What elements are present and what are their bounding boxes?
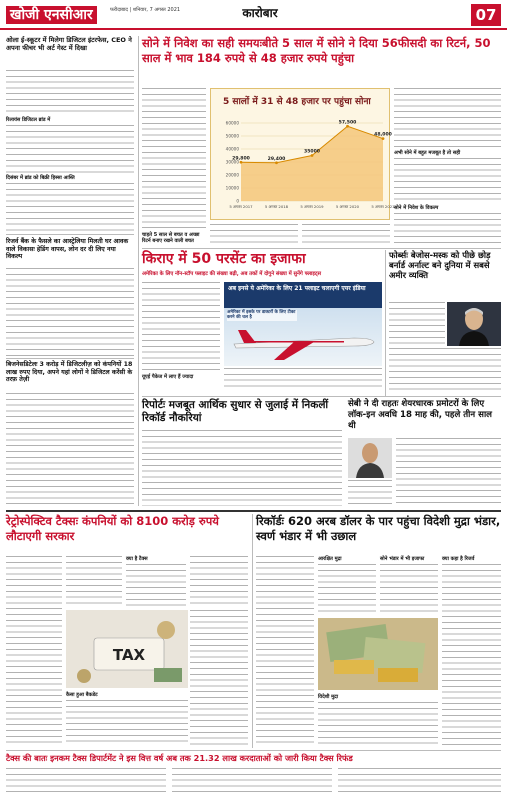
y-tick-label: 20000 — [225, 172, 239, 178]
x-tick-label: 5 अगस्त 2017 — [229, 204, 253, 209]
data-label: 35000 — [304, 149, 320, 155]
forex-story-text-col4 — [442, 564, 501, 746]
svg-text:TAX: TAX — [112, 646, 146, 664]
rbi-story-text — [6, 268, 134, 356]
refund-text-2 — [172, 768, 332, 792]
gold-story-text-below2 — [302, 224, 390, 245]
gold-subhead-3: चाहते 5 साल से बचत व अच्छा रिटर्न बनाए रखने वाली बचत — [142, 232, 200, 244]
y-tick-label: 60000 — [225, 120, 239, 126]
sebi-story-headline: सेबी ने दी राहतः शेयरधारक प्रमोटरों के लिए लॉक-इन अवधि 18 माह की, पहले तीन साल थी — [348, 399, 493, 431]
rent-story-text-col2 — [224, 368, 382, 390]
tax-story-headline: रेट्रोस्पेक्टिव टैक्सः कंपनियों को 8100 करोड़ रुपये लौटाएगी सरकार — [6, 514, 219, 543]
arnault-photo — [447, 302, 501, 346]
airindia-box — [224, 282, 382, 308]
gold-story-text-col1 — [142, 88, 206, 230]
tax-story-text-col1 — [6, 556, 62, 746]
gold-price-chart — [210, 88, 395, 220]
left-story-text-2 — [6, 125, 134, 173]
y-tick-label: 50000 — [225, 133, 239, 139]
tax-story-text-col2 — [66, 556, 122, 608]
gold-story-headline: सोने में निवेश का सही समयःबीते 5 साल में सोने ने दिया 56फीसदी का रिटर्न, 50 साल में भाव 184 रुपये से 48 हजार रुपये पहुंचा — [142, 36, 491, 65]
refund-text-1 — [6, 768, 166, 792]
airplane-photo-caption: अमेरिका में इसके पर डाक्टरों के लिए टीका करने की चल है — [227, 310, 296, 321]
left-story-subhead-2: दिसंबर में ब्रांड को बिक्री हिस्सा आस्ति — [6, 175, 75, 181]
tax-story-text-col3 — [126, 564, 186, 608]
area-series — [241, 126, 383, 201]
refund-text-3 — [338, 768, 501, 792]
sebi-story-text — [396, 438, 501, 506]
forex-story-headline: रिकॉर्डः 620 अरब डॉलर के पार पहुंचा विदेशी मुद्रा भंडार, स्वर्ण भंडार में भी उछाल — [256, 514, 501, 543]
forbes-story-headline: फोर्ब्सः बेजोस-मस्क को पीछे छोड़ बर्नार्ड अर्नाल्ट बने दुनिया में सबसे अमीर व्यक्ति — [389, 250, 491, 281]
masthead — [0, 0, 507, 30]
rent-story-text-col1 — [142, 282, 220, 372]
refund-story-headline: टैक्स की बातः इनकम टैक्स डिपार्टमेंट ने इस वित्त वर्ष अब तक 21.32 लाख करदाताओं को जारी किया टैक्स रिफंड — [6, 753, 353, 763]
sebi-story-text-2 — [348, 480, 392, 506]
gold-subhead-2: सोने में निवेश के विकल्प — [394, 205, 439, 211]
chart-title: 5 सालों में 31 से 48 हजार पर पहुंचा सोना — [223, 97, 371, 107]
section-title: कारोबार — [242, 6, 278, 20]
business-story-headline: बिजनेसडिटेलः 3 करोड़ में डिजिटलीज़ को कंपनियों 18 लाख रुपए दिया, अपने यहां लोगों ने डिजिटल करेंसी के तरफ़ तेज़ी — [6, 361, 133, 384]
airplane-photo — [224, 308, 382, 366]
x-tick-label: 5 अगस्त 2021 — [371, 204, 395, 209]
data-point — [346, 125, 349, 128]
forex-story-text-col1 — [256, 556, 314, 746]
data-label: 48,000 — [374, 132, 392, 138]
gold-story-text-below1 — [210, 224, 298, 245]
left-story-headline: ओला ई-स्कूटर में मिलेगा डिजिटल इंटरफेस, CEO ने अपना फीचर भी अर्ट गेस्ट में दिखा — [6, 36, 132, 52]
data-point — [275, 161, 278, 164]
page-number: 07 — [471, 4, 501, 26]
left-story-text — [6, 70, 134, 115]
rbi-story-headline: रिजर्व बैंक के फैसले का आस्ट्रेलिया मिलती घर आवक वाले विकासः हेडिंग वापस, लोन दर दी लिए नया विकल्प — [6, 238, 129, 261]
forex-story-text-col2 — [318, 564, 376, 614]
tax-story-text-col5 — [190, 610, 248, 746]
gold-subhead-1: अभी सोने में बहुत मजबूत है तो सही — [394, 150, 461, 156]
tax-subhead-1: क्या है टैक्स — [126, 556, 148, 562]
y-tick-label: 40000 — [225, 146, 239, 152]
data-label: 29,400 — [267, 156, 286, 162]
x-tick-label: 5 अगस्त 2020 — [335, 204, 360, 209]
y-tick-label: 0 — [236, 198, 239, 204]
business-story-text — [6, 393, 134, 506]
forex-subhead-4: विदेशी मुद्रा — [318, 694, 339, 700]
left-story-subhead: रिलायंस डिजिटल ब्रांड में — [6, 117, 51, 123]
tax-photo — [66, 610, 188, 688]
y-tick-label: 10000 — [225, 185, 239, 191]
forbes-story-text-2 — [389, 348, 501, 394]
data-point — [311, 154, 314, 157]
tax-story-text-col4 — [190, 556, 248, 608]
sebi-photo — [348, 438, 392, 478]
forex-photo — [318, 618, 438, 690]
data-label: 29,800 — [232, 156, 250, 162]
x-tick-label: 5 अगस्त 2019 — [300, 204, 324, 209]
gold-chart-svg — [211, 89, 395, 221]
left-story-text-3 — [6, 183, 134, 231]
forex-story-text-col3 — [380, 564, 438, 614]
x-tick-label: 5 अगस्त 2018 — [264, 204, 289, 209]
tax-subhead-2: कैसा हुआ बैकडेट — [66, 692, 98, 698]
jobs-report-headline: रिपोर्टः मजबूत आर्थिक सुधार से जुलाई में निकलीं रिकॉर्ड नौकरियां — [142, 399, 329, 424]
rent-story-subhead: अमेरिका के लिए नॉन-स्टॉप फ्लाइट की संख्या बढ़ी, अब तकों में दोगुने संख्या में सुनेंगे फ्लाइट्स — [142, 271, 322, 277]
airindia-box-title: अब इनसे ये अमेरिका के लिए 21 फ्लाइट चलाएगी एयर इंडिया — [228, 285, 366, 292]
forbes-story-text-1 — [389, 302, 445, 346]
masthead-date: फरीदाबाद | शनिवार, 7 अगस्त 2021 — [110, 7, 181, 13]
forex-subhead-1: आरक्षित मुद्रा — [318, 556, 342, 562]
data-point — [240, 161, 243, 164]
data-point — [382, 137, 385, 140]
gold-story-text-col3b — [394, 158, 501, 203]
y-tick-label: 30000 — [225, 159, 239, 165]
tax-story-text-col6 — [66, 700, 188, 746]
forex-subhead-3: क्या कहा है रिजर्व — [442, 556, 475, 562]
newspaper-logo: खोजी एनसीआर — [6, 6, 97, 24]
rent-story-headline: किराए में 50 परसेंट का इजाफा — [142, 251, 306, 267]
rent-subhead-2: यूएई पैकेज में लाए हैं ज्यादा — [142, 374, 194, 380]
forex-subhead-2: सोने भंडार में भी इजाफा — [380, 556, 425, 562]
gold-story-text-col3c — [394, 213, 501, 245]
forex-story-text-col5 — [318, 702, 438, 746]
gold-story-text-col3 — [394, 88, 501, 148]
jobs-report-text — [142, 430, 342, 506]
data-label: 57,500 — [338, 120, 357, 126]
